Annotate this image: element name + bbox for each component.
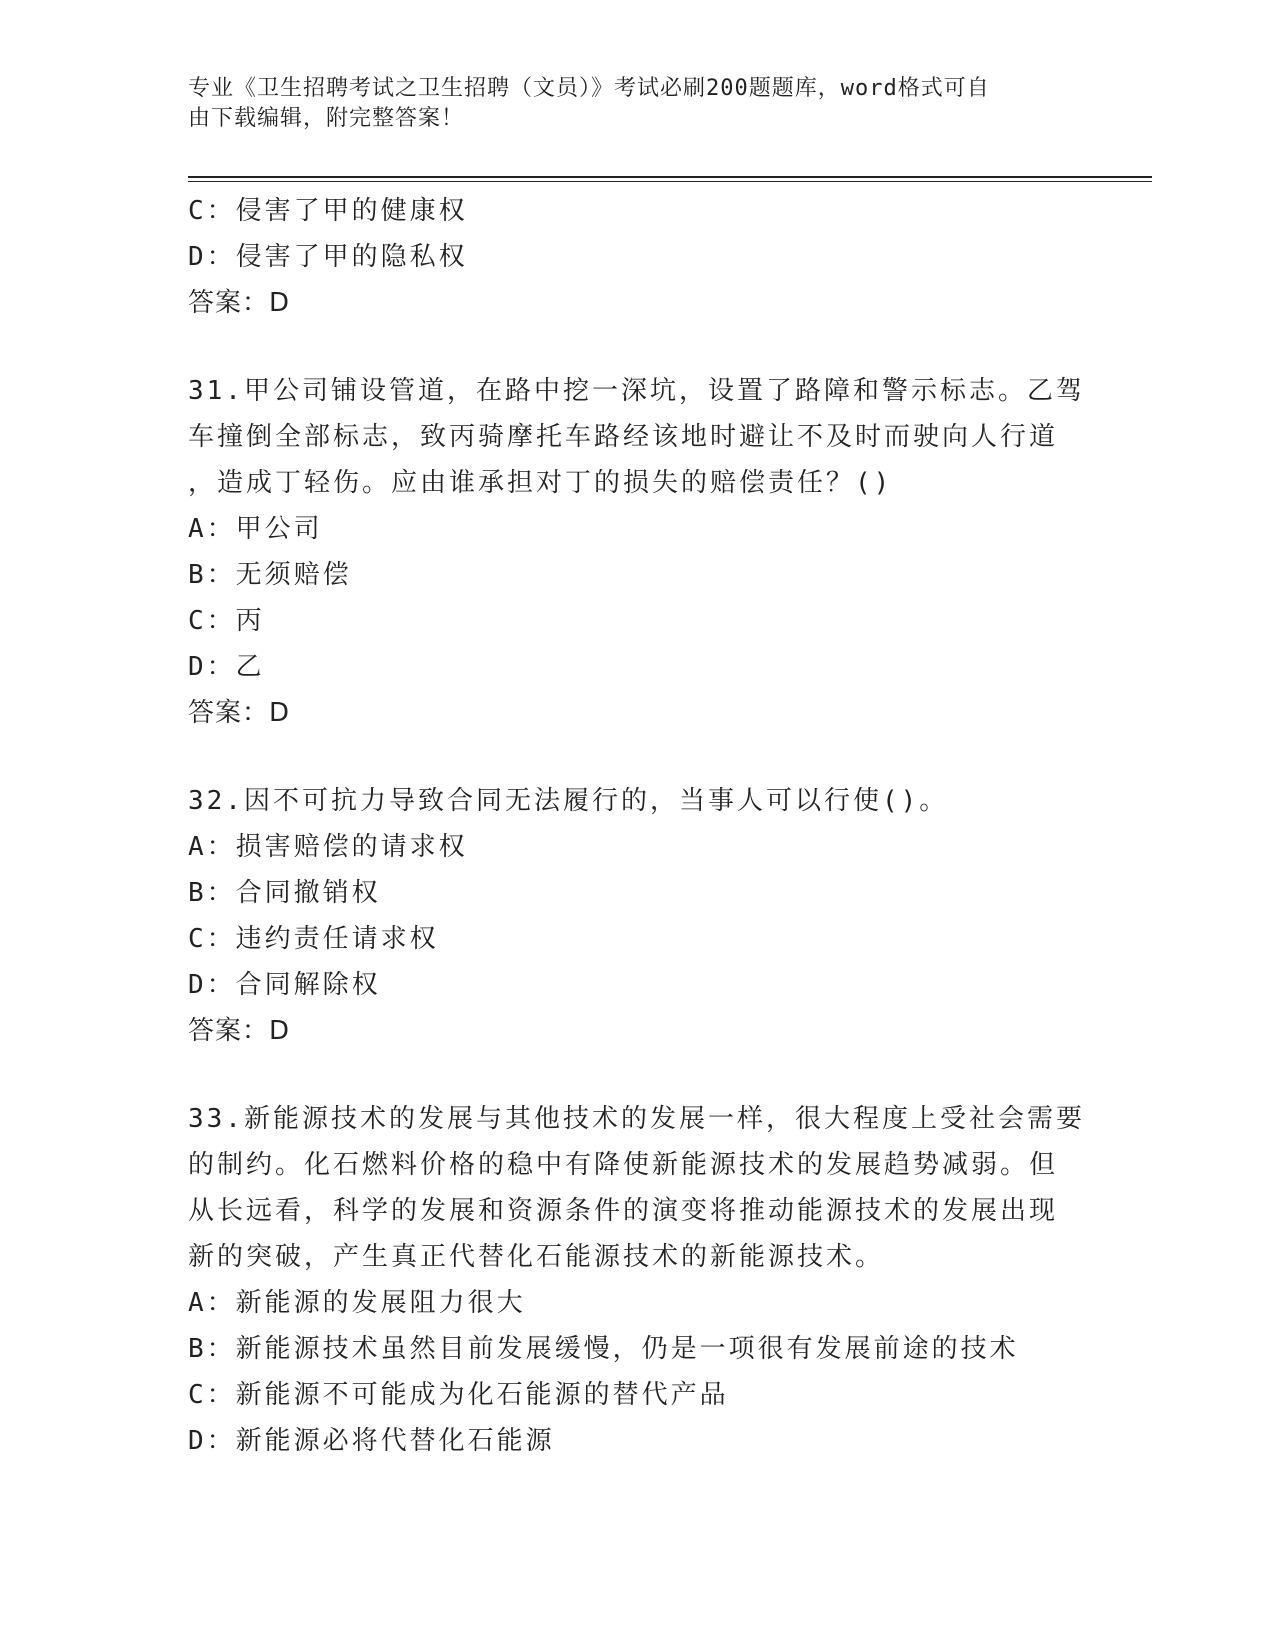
answer: 答案：D (188, 288, 291, 318)
option-b: B：合同撤销权 (188, 878, 381, 908)
question-stem (188, 778, 1088, 824)
question-stem (188, 1096, 1088, 1280)
option-a: A：损害赔偿的请求权 (188, 832, 468, 862)
question-32 (188, 778, 1088, 1054)
spacer (188, 326, 1088, 368)
stem-line: ，造成丁轻伤。应由谁承担对丁的损失的赔偿责任？() (188, 468, 893, 498)
option-c: C：新能源不可能成为化石能源的替代产品 (188, 1380, 729, 1410)
stem-line: 车撞倒全部标志，致丙骑摩托车路经该地时避让不及时而驶向人行道 (188, 422, 1059, 452)
header-line-2: 由下载编辑，附完整答案！ (188, 106, 465, 131)
stem-line: 32.因不可抗力导致合同无法履行的，当事人可以行使()。 (188, 786, 949, 816)
answer: 答案：D (188, 1016, 291, 1046)
option-d: D：乙 (188, 652, 265, 682)
option-a: A：甲公司 (188, 514, 323, 544)
question-31 (188, 368, 1088, 736)
stem-line: 33.新能源技术的发展与其他技术的发展一样，很大程度上受社会需要 (188, 1104, 1085, 1134)
option-c: C：违约责任请求权 (188, 924, 439, 954)
stem-line: 的制约。化石燃料价格的稳中有降使新能源技术的发展趋势减弱。但 (188, 1150, 1059, 1180)
question-33 (188, 1096, 1088, 1464)
stem-line: 从长远看，科学的发展和资源条件的演变将推动能源技术的发展出现 (188, 1196, 1059, 1226)
option-a: A：新能源的发展阻力很大 (188, 1288, 526, 1318)
question-stem (188, 368, 1088, 506)
option-d: D：侵害了甲的隐私权 (188, 242, 468, 272)
header-line-1: 专业《卫生招聘考试之卫生招聘（文员）》考试必刷200题题库，word格式可自 (188, 76, 990, 101)
answer: 答案：D (188, 698, 291, 728)
header-divider (188, 176, 1152, 182)
option-b: B：无须赔偿 (188, 560, 352, 590)
prev-question (188, 188, 1088, 326)
stem-line: 新的突破，产生真正代替化石能源技术的新能源技术。 (188, 1242, 885, 1272)
option-d: D：合同解除权 (188, 970, 381, 1000)
option-c: C：侵害了甲的健康权 (188, 196, 468, 226)
question-list (188, 188, 1088, 1464)
stem-line: 31.甲公司铺设管道，在路中挖一深坑，设置了路障和警示标志。乙驾 (188, 376, 1085, 406)
option-c: C：丙 (188, 606, 265, 636)
spacer (188, 1054, 1088, 1096)
spacer (188, 736, 1088, 778)
page-header (188, 74, 1068, 134)
option-b: B：新能源技术虽然目前发展缓慢，仍是一项很有发展前途的技术 (188, 1334, 1019, 1364)
option-d: D：新能源必将代替化石能源 (188, 1426, 555, 1456)
